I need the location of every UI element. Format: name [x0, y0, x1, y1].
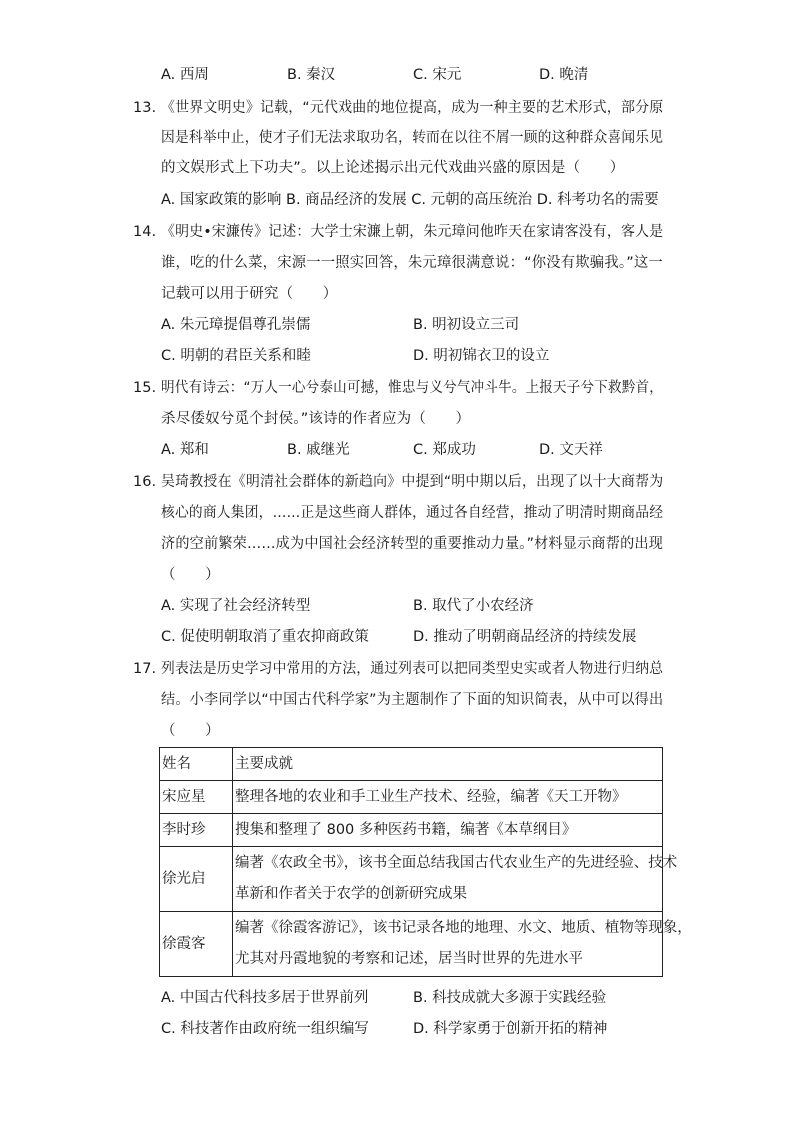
scientist-achievement: [233, 781, 663, 814]
table-row: [160, 781, 663, 814]
q15-option-a[interactable]: A. 郑和: [161, 442, 209, 458]
achievement-line: 整理各地的农业和手工业生产技术、经验，编著《天工开物》: [235, 788, 627, 805]
question-number: 16.: [133, 474, 157, 490]
q15-option-d[interactable]: D. 文天祥: [539, 442, 603, 458]
question-stem-line: 的文娱形式上下功夫”。以上论述揭示出元代戏曲兴盛的原因是（ ）: [161, 160, 625, 176]
q14-option-b[interactable]: B. 明初设立三司: [413, 317, 520, 333]
question-number: 17.: [133, 661, 157, 677]
question-number: 14.: [133, 224, 157, 240]
question-stem-line: 因是科举中止，使才子们无法求取功名，转而在以往不屑一顾的这种群众喜闻乐见: [161, 130, 664, 146]
scientist-name: 徐光启: [160, 847, 233, 912]
question-stem-line: 结。小李同学以“中国古代科学家”为主题制作了下面的知识简表，从中可以得出: [161, 692, 664, 708]
question-stem-line: 明代有诗云：“万人一心兮泰山可撼，惟忠与义兮气冲斗牛。上报天子兮下救黔首，: [161, 380, 664, 396]
q16-option-d[interactable]: D. 推动了明朝商品经济的持续发展: [413, 629, 637, 645]
q16-option-c[interactable]: C. 促使明朝取消了重农抑商政策: [161, 629, 369, 645]
q17-option-c[interactable]: C. 科技著作由政府统一组织编写: [161, 1021, 369, 1037]
achievement-line: 编著《农政全书》，该书全面总结我国古代农业生产的先进经验、技术: [235, 855, 678, 871]
question-stem-line: 列表法是历史学习中常用的方法，通过列表可以把同类型史实或者人物进行归纳总: [161, 661, 664, 677]
q17-option-d[interactable]: D. 科学家勇于创新开拓的精神: [413, 1021, 608, 1037]
question-number: 15.: [133, 380, 157, 396]
q12-option-d[interactable]: D. 晚清: [539, 67, 589, 83]
q15-option-c[interactable]: C. 郑成功: [413, 442, 476, 458]
q13-options[interactable]: A. 国家政策的影响 B. 商品经济的发展 C. 元朝的高压统治 D. 科考功名的需要: [161, 192, 659, 208]
q14-option-c[interactable]: C. 明朝的君臣关系和睦: [161, 348, 311, 364]
q12-option-b[interactable]: B. 秦汉: [287, 67, 336, 83]
q16-option-a[interactable]: A. 实现了社会经济转型: [161, 598, 311, 614]
scientist-achievement: [233, 912, 692, 977]
q14-option-a[interactable]: A. 朱元璋提倡尊孔崇儒: [161, 317, 311, 333]
achievement-line: 搜集和整理了 800 多种医药书籍，编著《本草纲目》: [235, 821, 577, 838]
q14-option-d[interactable]: D. 明初锦衣卫的设立: [413, 348, 550, 364]
question-number: 13.: [133, 100, 157, 116]
question-stem-line: （ ）: [161, 567, 220, 583]
scientist-table: [159, 747, 692, 977]
question-stem-line: 谁，吃的什么菜，宋源一一照实回答，朱元璋很满意说：“你没有欺骗我。”这一: [161, 255, 663, 271]
question-stem-line: 济的空前繁荣……成为中国社会经济转型的重要推动力量。”材料显示商帮的出现: [161, 536, 664, 552]
q17-option-a[interactable]: A. 中国古代科技多居于世界前列: [161, 990, 369, 1006]
scientist-name: 宋应星: [160, 781, 233, 814]
question-stem-line: 吴琦教授在《明清社会群体的新趋向》中提到“明中期以后，出现了以十大商帮为: [161, 474, 664, 490]
question-stem-line: 记载可以用于研究（ ）: [161, 286, 338, 302]
question-stem-line: 《明史•宋濂传》记述：大学士宋濂上朝，朱元璋问他昨天在家请客没有，客人是: [161, 224, 664, 240]
question-stem-line: 核心的商人集团，……正是这些商人群体，通过各自经营，推动了明清时期商品经: [161, 505, 664, 521]
achievement-line: 革新和作者关于农学的创新研究成果: [235, 886, 467, 902]
scientist-name: 徐霞客: [160, 912, 233, 977]
q17-option-b[interactable]: B. 科技成就大多源于实践经验: [413, 990, 607, 1006]
scientist-achievement: [233, 814, 663, 847]
table-row: [160, 814, 663, 847]
table-header-name: 姓名: [160, 748, 233, 781]
table-header-achievement: 主要成就: [233, 748, 663, 781]
table-row: [160, 912, 663, 977]
scientist-name: 李时珍: [160, 814, 233, 847]
q16-option-b[interactable]: B. 取代了小农经济: [413, 598, 534, 614]
scientist-achievement: [233, 847, 678, 912]
table-header-row: [160, 748, 663, 781]
q12-option-c[interactable]: C. 宋元: [413, 67, 462, 83]
achievement-line: 编著《徐霞客游记》，该书记录各地的地理、水文、地质、植物等现象，: [235, 920, 692, 936]
table-row: [160, 847, 663, 912]
question-stem-line: （ ）: [161, 723, 220, 739]
achievement-line: 尤其对丹霞地貌的考察和记述，居当时世界的先进水平: [235, 951, 583, 967]
question-stem-line: 《世界文明史》记载，“元代戏曲的地位提高，成为一种主要的艺术形式，部分原: [161, 100, 664, 116]
q15-option-b[interactable]: B. 戚继光: [287, 442, 350, 458]
q12-option-a[interactable]: A. 西周: [161, 67, 209, 83]
question-stem-line: 杀尽倭奴兮觅个封侯。”该诗的作者应为（ ）: [161, 411, 471, 427]
